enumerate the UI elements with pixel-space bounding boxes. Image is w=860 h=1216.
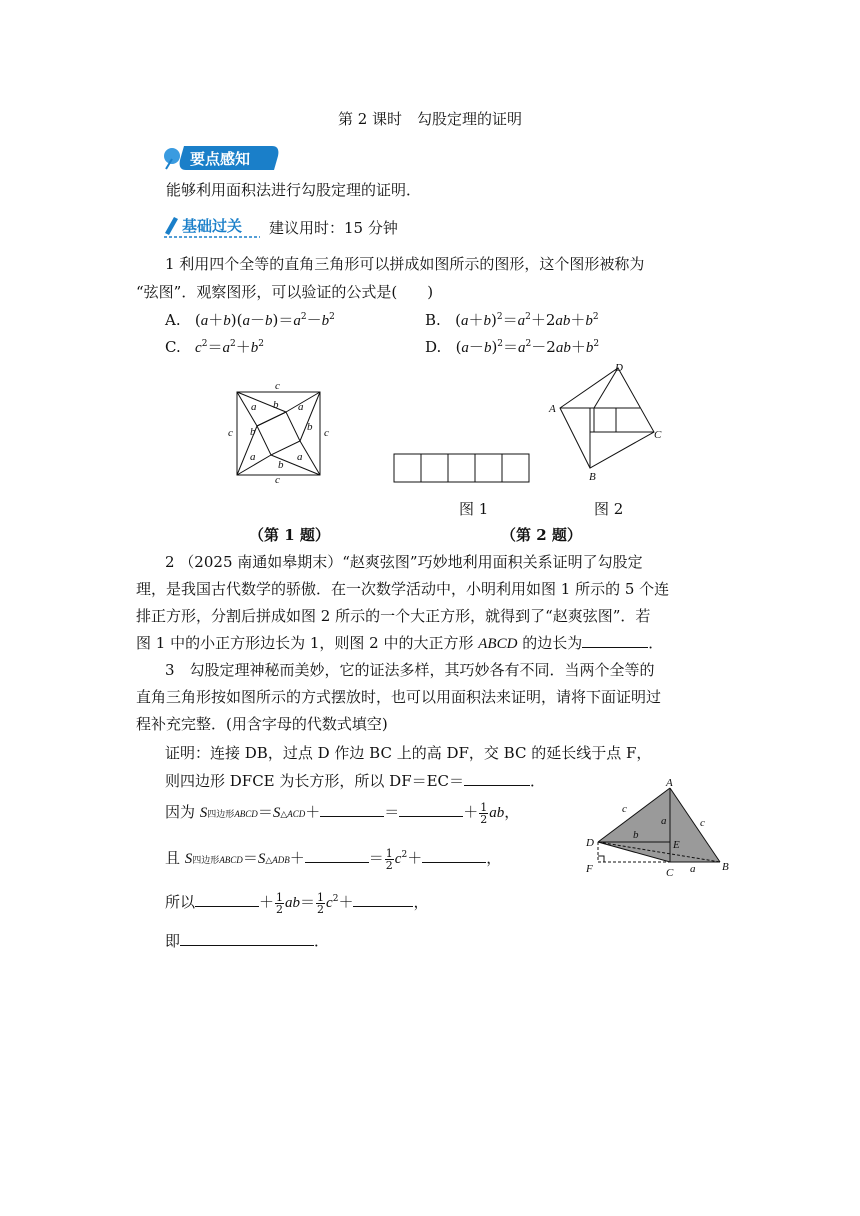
svg-text:E: E: [673, 839, 680, 851]
q1-caption: （第 1 题）: [249, 526, 330, 544]
q3-proof-line2: 则四边形 DFCE 为长方形，所以 DF＝EC＝ ．: [165, 772, 546, 790]
q3-because-line: 因为 S四边形ABCD＝S△ACD＋ ＝ ＋ $\frac{1}{2}$ ab，: [165, 800, 520, 826]
q3-blank-8[interactable]: [180, 944, 314, 946]
svg-text:A: A: [666, 777, 673, 789]
q1-option-d: D. $(a-b)^2=a^2-2ab+b^2$: [425, 338, 600, 356]
q2-answer-blank[interactable]: [582, 646, 648, 648]
q3-and-line: 且 S四边形ABCD＝S△ADB＋ ＝ $\frac{1}{2}$ $c^2+$ ，: [165, 846, 502, 872]
q3-proof-line1: 证明：连接 DB，过点 D 作边 BC 上的高 DF，交 BC 的延长线于点 F，: [165, 744, 652, 762]
q3-blank-4[interactable]: [305, 861, 369, 863]
fig2-caption: 图 2: [594, 500, 624, 518]
svg-text:c: c: [275, 474, 280, 485]
svg-text:c: c: [622, 803, 627, 815]
svg-text:a: a: [661, 815, 667, 827]
basic-label: 基础过关: [182, 217, 243, 235]
page-title: 第 2 课时 勾股定理的证明: [337, 110, 523, 128]
svg-text:D: D: [615, 362, 623, 374]
svg-text:F: F: [586, 863, 593, 875]
svg-text:b: b: [278, 459, 284, 471]
q3-blank-7[interactable]: [353, 905, 413, 907]
svg-text:B: B: [722, 861, 729, 873]
q2-figure1-squares: [393, 452, 533, 486]
q3-line1: 3 勾股定理神秘而美妙，它的证法多样，其巧妙各有不同．当两个全等的: [165, 661, 655, 679]
svg-text:B: B: [589, 471, 596, 483]
svg-text:C: C: [666, 867, 674, 879]
svg-text:c: c: [324, 427, 329, 439]
svg-text:a: a: [690, 863, 696, 875]
svg-text:c: c: [700, 817, 705, 829]
q2-line2: 理，是我国古代数学的骄傲．在一次数学活动中，小明利用如图 1 所示的 5 个连: [136, 580, 670, 598]
q1-option-c: C. $c^2=a^2+b^2$: [165, 338, 264, 356]
svg-text:a: a: [297, 451, 303, 463]
key-points-badge: [162, 143, 280, 177]
svg-text:b: b: [633, 829, 639, 841]
basic-badge: [162, 213, 262, 243]
q1-option-a: A. $(a+b)(a-b)=a^2-b^2$: [165, 311, 335, 329]
q3-so-line: 所以 ＋ $\frac{1}{2}$ ab＝ $\frac{1}{2}$ $c^2+$ ，: [165, 890, 429, 916]
q3-blank-6[interactable]: [195, 905, 259, 907]
q2-figure2-diagram: [540, 360, 670, 488]
q3-blank-3[interactable]: [399, 815, 463, 817]
key-points-text: 能够利用面积法进行勾股定理的证明．: [166, 181, 422, 199]
q1-option-b: B. $(a+b)^2=a^2+2ab+b^2$: [425, 311, 599, 329]
svg-text:C: C: [654, 429, 662, 441]
svg-text:D: D: [586, 837, 594, 849]
q2-line3: 排正方形，分割后拼成如图 2 所示的一个大正方形，就得到了“赵爽弦图”．若: [136, 607, 651, 625]
q3-blank-2[interactable]: [320, 815, 384, 817]
key-points-label: 要点感知: [190, 150, 251, 168]
svg-text:b: b: [307, 421, 313, 433]
svg-text:b: b: [250, 426, 256, 438]
q1-figure: [225, 380, 335, 485]
q3-line2: 直角三角形按如图所示的方式摆放时，也可以用面积法来证明，请将下面证明过: [136, 688, 662, 706]
fig1-caption: 图 1: [459, 500, 489, 518]
svg-text:a: a: [250, 451, 256, 463]
svg-text:c: c: [275, 380, 280, 392]
q3-blank-5[interactable]: [422, 861, 486, 863]
q2-line4: 图 1 中的小正方形边长为 1，则图 2 中的大正方形 ABCD 的边长为 ．: [136, 634, 664, 652]
q3-ie-line: 即 ．: [165, 932, 330, 950]
q1-line1: 1 利用四个全等的直角三角形可以拼成如图所示的图形，这个图形被称为: [165, 255, 645, 273]
svg-text:A: A: [549, 403, 556, 415]
q3-blank-1[interactable]: [464, 784, 530, 786]
q2-caption: （第 2 题）: [501, 526, 582, 544]
q3-figure: [578, 776, 738, 882]
q1-line2: “弦图”．观察图形，可以验证的公式是( ): [136, 283, 434, 301]
q2-line1: 2 （2025 南通如皋期末）“赵爽弦图”巧妙地利用面积关系证明了勾股定: [165, 553, 643, 571]
suggested-time: 建议用时：15 分钟: [269, 219, 398, 237]
svg-text:a: a: [298, 401, 304, 413]
svg-text:b: b: [273, 399, 279, 411]
svg-text:a: a: [251, 401, 257, 413]
q3-line3: 程补充完整．(用含字母的代数式填空): [136, 715, 388, 733]
svg-text:c: c: [228, 427, 233, 439]
